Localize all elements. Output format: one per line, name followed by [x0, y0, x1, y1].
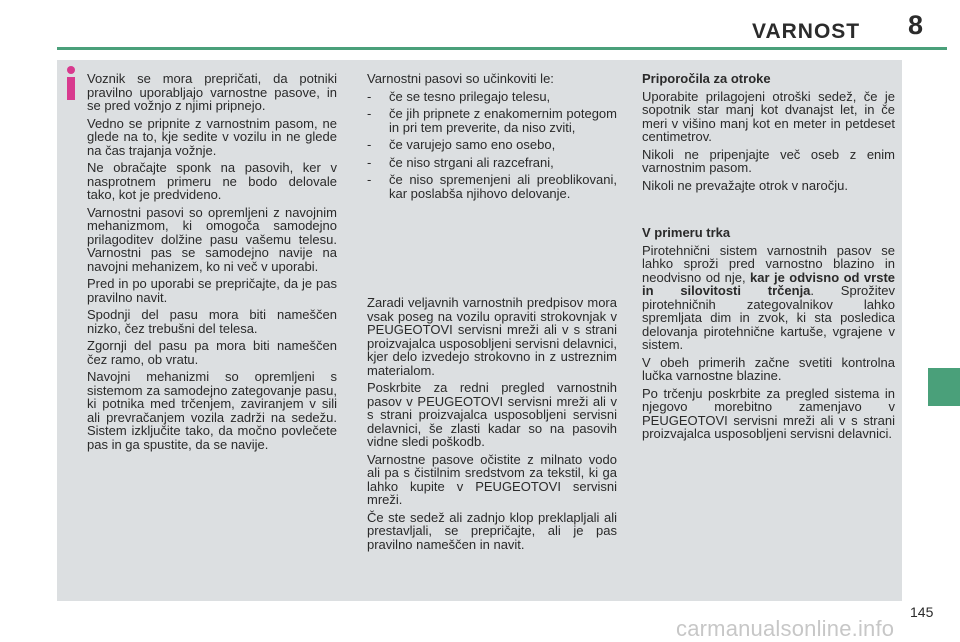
list-item: - če jih pripnete z enakomernim potegom in pri tem preverite, da niso zviti, — [367, 107, 617, 134]
paragraph: Uporabite prilagojeni otroški sedež, če je sopotnik star manj kot dvanajst let, in če meri v višino manj kot en meter in petdeset centimetrov. — [642, 88, 895, 144]
paragraph: Poskrbite za redni pregled varnostnih pasov v PEUGEOTOVI servisni mreži ali v s strani proizvajalca usposobljeni servisni delavnici, še zlasti kadar so na pasovih vidne sledi poškodb. — [367, 380, 617, 449]
info-icon-dot — [67, 66, 75, 74]
paragraph — [642, 244, 895, 352]
paragraph: Nikoli ne prevažajte otrok v naročju. — [642, 177, 848, 193]
paragraph: Varnostne pasove očistite z milnato vodo ali pa s čistilnim sredstvom za tekstil, ki ga lahko kupite v PEUGEOTOVI servisni mreži. — [367, 451, 617, 507]
conditions-list — [367, 90, 617, 201]
paragraph: Če ste sedež ali zadnjo klop preklapljali ali prestavljali, se prepričajte, ali je pas pravilno nameščen in navit. — [367, 509, 617, 552]
column-child-recommendations — [642, 72, 895, 196]
paragraph: V obeh primerih začne svetiti kontrolna lučka varnostne blazine. — [642, 354, 895, 383]
impact-text-end: . Sprožitev pirotehničnih zategovalnikov lahko spremljata dim in zvok, ki sta posledica delovanja pirotehnične kartuše, vgrajene v sistem. — [642, 283, 895, 352]
info-icon-stem — [67, 77, 75, 100]
paragraph: Zgornji del pasu pa mora biti nameščen čez ramo, ob vratu. — [87, 338, 337, 367]
watermark: carmanualsonline.info — [676, 616, 895, 641]
list-item: - če se tesno prilegajo telesu, — [367, 90, 617, 104]
paragraph: Nikoli ne pripenjajte več oseb z enim varnostnim pasom. — [642, 146, 895, 175]
chapter-number: 8 — [908, 10, 924, 40]
list-item: - če niso strgani ali razcefrani, — [367, 156, 617, 170]
paragraph: Varnostni pasovi so opremljeni z navojnim mehanizmom, ki omogoča samodejno prilagoditev dolžine pasu vašemu telesu. Varnostni pas se samodejno navije na navojni mehanizem, ko ni več v uporabi. — [87, 204, 337, 274]
impact-text-start: Pirotehnični sistem varnostnih pasov se lahko sproži pred varnostno blazino in neodvisno od nje, — [642, 242, 895, 285]
children-heading: Priporočila za otroke — [642, 71, 771, 86]
column-effectiveness-conditions — [367, 72, 617, 204]
column-driver-responsibilities — [87, 72, 337, 455]
paragraph: Spodnji del pasu mora biti nameščen nizko, čez trebušni del telesa. — [87, 307, 337, 336]
impact-text-emphasis: kar je odvisno od vrste in silovitosti trčenja — [642, 269, 895, 298]
paragraph: Po trčenju poskrbite za pregled sistema in njegovo morebitno zamenjavo v PEUGEOTOVI servisni mreži ali v s strani proizvajalca usposobljeni servisni delavnici. — [642, 385, 895, 441]
info-icon — [63, 66, 79, 100]
paragraph: Pred in po uporabi se prepričajte, da je pas pravilno navit. — [87, 276, 337, 305]
conditions-intro: Varnostni pasovi so učinkoviti le: — [367, 71, 554, 86]
paragraph: Ne obračajte sponk na pasovih, ker v nasprotnem primeru ne bodo delovale tako, kot je predvideno. — [87, 160, 337, 202]
page-number: 145 — [910, 604, 934, 620]
column-maintenance — [367, 296, 617, 555]
paragraph: Navojni mehanizmi so opremljeni s sistemom za samodejno zategovanje pasu, ki potnika med trčenjem, zaviranjem v sili ali prevračanjem vozila zadrži na sedežu. Sistem izključite tako, da močno povlečete pas in ga spustite, da se navije. — [87, 369, 337, 452]
column-collision — [642, 226, 895, 445]
chapter-tab-marker — [928, 368, 960, 406]
paragraph: Zaradi veljavnih varnostnih predpisov mora vsak poseg na vozilu opraviti strokovnjak v PEUGEOTOVI servisni mreži ali v s strani proizvajalca usposobljeni servisni delavnici, kjer delo izvedejo strokovno in z ustreznim materialom. — [367, 295, 618, 378]
paragraph: Vedno se pripnite z varnostnim pasom, ne glede na to, kje sedite v vozilu in ne glede na čas trajanja vožnje. — [87, 115, 337, 158]
paragraph: Voznik se mora prepričati, da potniki pravilno uporabljajo varnostne pasove, in se pred vožnjo z njimi pripnejo. — [87, 71, 337, 113]
header-divider — [57, 47, 947, 50]
list-item: - če niso spremenjeni ali preoblikovani, kar poslabša njihovo delovanje. — [367, 173, 617, 200]
section-title: VARNOST — [752, 20, 861, 43]
list-item: - če varujejo samo eno osebo, — [367, 138, 617, 152]
impact-heading: V primeru trka — [642, 225, 731, 240]
